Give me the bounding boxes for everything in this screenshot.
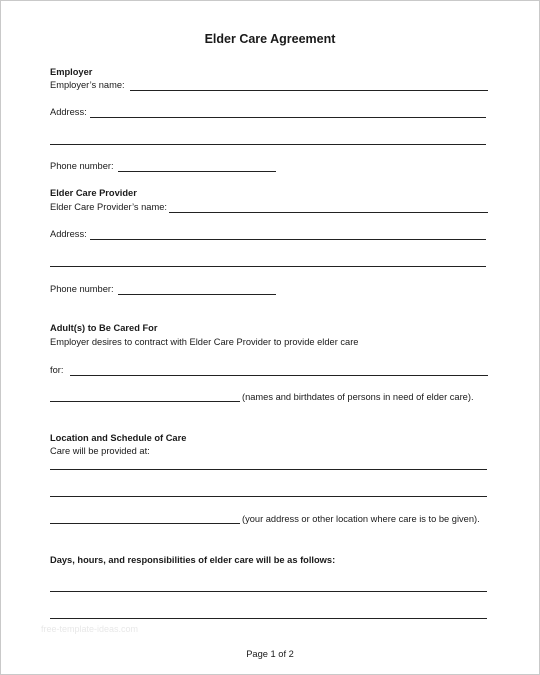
provider-address-label: Address: (50, 229, 87, 239)
location-field-line-1[interactable] (50, 469, 487, 470)
adults-hint: (names and birthdates of persons in need of elder care). (242, 392, 474, 402)
provider-name-label: Elder Care Provider’s name: (50, 202, 167, 212)
adults-for-label: for: (50, 365, 64, 375)
adults-names-field[interactable] (70, 375, 488, 376)
location-hint: (your address or other location where care is to be given). (242, 514, 480, 524)
document-title: Elder Care Agreement (204, 32, 336, 46)
page-number: Page 1 of 2 (246, 649, 294, 659)
days-heading: Days, hours, and responsibilities of elder care will be as follows: (50, 555, 336, 565)
employer-phone-field[interactable] (118, 171, 276, 172)
location-intro: Care will be provided at: (50, 446, 150, 456)
location-heading: Location and Schedule of Care (50, 433, 187, 443)
provider-heading: Elder Care Provider (50, 188, 137, 198)
days-field-line-2[interactable] (50, 618, 487, 619)
adults-intro: Employer desires to contract with Elder Care Provider to provide elder care (50, 337, 359, 347)
employer-name-field[interactable] (130, 90, 488, 91)
adults-birthdates-field[interactable] (50, 401, 240, 402)
employer-phone-label: Phone number: (50, 161, 114, 171)
provider-address-field[interactable] (90, 239, 486, 240)
provider-address-field-line-2[interactable] (50, 266, 486, 267)
location-address-field[interactable] (50, 523, 240, 524)
provider-phone-field[interactable] (118, 294, 276, 295)
employer-address-field-line-2[interactable] (50, 144, 486, 145)
days-field-line-1[interactable] (50, 591, 487, 592)
watermark: free-template-ideas.com (41, 624, 139, 634)
provider-phone-label: Phone number: (50, 284, 114, 294)
employer-heading: Employer (50, 67, 93, 77)
adults-heading: Adult(s) to Be Cared For (50, 323, 158, 333)
employer-name-label: Employer’s name: (50, 80, 125, 90)
provider-name-field[interactable] (169, 212, 488, 213)
employer-address-field[interactable] (90, 117, 486, 118)
location-field-line-2[interactable] (50, 496, 487, 497)
employer-address-label: Address: (50, 107, 87, 117)
